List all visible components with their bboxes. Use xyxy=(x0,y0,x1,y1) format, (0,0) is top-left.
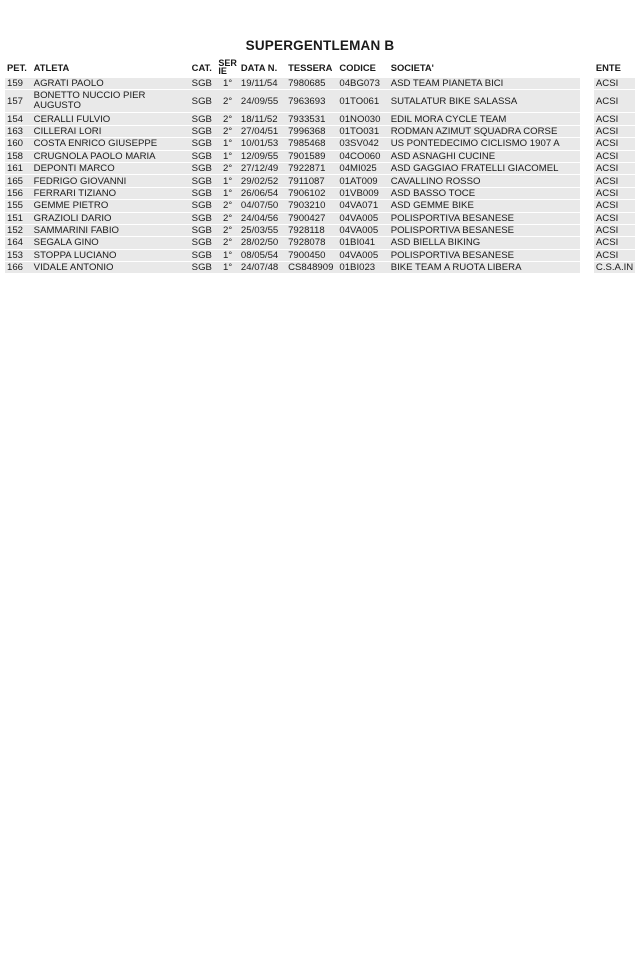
athlete-roster-table xyxy=(5,56,635,274)
cell-gap xyxy=(580,175,594,186)
cell-data: 24/04/56 xyxy=(239,213,286,224)
cell-tessera: 7980685 xyxy=(286,78,337,89)
page-title: SUPERGENTLEMAN B xyxy=(245,38,395,53)
cell-serie: 2° xyxy=(216,90,239,112)
cell-gap xyxy=(580,200,594,211)
cell-cat: SGB xyxy=(190,126,217,137)
cell-tessera: 7996368 xyxy=(286,126,337,137)
header-serie: SERIE xyxy=(216,57,239,77)
cell-serie: 2° xyxy=(216,113,239,124)
cell-atleta: CERALLI FULVIO xyxy=(32,113,190,124)
cell-ente: C.S.A.IN xyxy=(595,262,634,274)
cell-cat: SGB xyxy=(190,138,217,149)
cell-tessera: 7985468 xyxy=(286,138,337,149)
cell-tessera: 7906102 xyxy=(286,188,337,199)
cell-gap xyxy=(580,90,594,112)
cell-codice: 01BI023 xyxy=(337,262,388,273)
cell-ente: ACSI xyxy=(594,151,635,162)
header-cat: CAT. xyxy=(190,57,217,77)
cell-codice: 04MI025 xyxy=(337,163,388,174)
cell-tessera: 7911087 xyxy=(286,175,337,186)
cell-ente: ACSI xyxy=(594,126,635,137)
cell-tessera: CS848909 xyxy=(286,262,337,273)
cell-codice: 01NO030 xyxy=(337,113,388,124)
cell-serie: 1° xyxy=(216,138,239,149)
cell-ente: ACSI xyxy=(594,225,635,236)
cell-codice: 04VA005 xyxy=(337,250,388,261)
header-codice: CODICE xyxy=(337,57,388,77)
cell-codice: 04VA005 xyxy=(337,225,388,236)
cell-pet: 165 xyxy=(5,175,32,186)
cell-tessera: 7928078 xyxy=(286,237,337,248)
cell-pet: 157 xyxy=(5,90,32,112)
cell-ente: ACSI xyxy=(594,237,635,248)
cell-serie: 2° xyxy=(216,225,239,236)
cell-data: 27/12/49 xyxy=(239,163,286,174)
table-header-row xyxy=(5,57,635,77)
cell-data: 26/06/54 xyxy=(239,188,286,199)
cell-data: 10/01/53 xyxy=(239,138,286,149)
header-ente: ENTE xyxy=(594,57,635,77)
cell-pet: 151 xyxy=(5,213,32,224)
cell-cat: SGB xyxy=(190,250,217,261)
cell-atleta: GEMME PIETRO xyxy=(32,200,190,211)
cell-societa: ASD ASNAGHI CUCINE xyxy=(389,151,580,162)
cell-atleta: VIDALE ANTONIO xyxy=(32,262,190,273)
cell-ente: ACSI xyxy=(594,213,635,224)
table-row xyxy=(5,250,635,261)
cell-pet: 164 xyxy=(5,237,32,248)
cell-tessera: 7922871 xyxy=(286,163,337,174)
cell-codice: 03SV042 xyxy=(337,138,388,149)
table-row xyxy=(5,175,635,186)
cell-atleta: STOPPA LUCIANO xyxy=(32,250,190,261)
cell-cat: SGB xyxy=(190,151,217,162)
cell-ente: ACSI xyxy=(594,175,635,186)
cell-ente: ACSI xyxy=(594,200,635,211)
cell-societa: ASD GEMME BIKE xyxy=(389,200,580,211)
cell-pet: 158 xyxy=(5,151,32,162)
table-row xyxy=(5,90,635,112)
cell-pet: 154 xyxy=(5,113,32,124)
cell-atleta: GRAZIOLI DARIO xyxy=(32,213,190,224)
cell-pet: 163 xyxy=(5,126,32,137)
cell-codice: 01TO061 xyxy=(337,90,388,112)
header-societa: SOCIETA' xyxy=(389,57,580,77)
cell-data: 29/02/52 xyxy=(239,175,286,186)
cell-gap xyxy=(580,262,594,273)
cell-gap xyxy=(580,138,594,149)
cell-ente: ACSI xyxy=(594,138,635,149)
cell-serie: 2° xyxy=(216,200,239,211)
cell-cat: SGB xyxy=(190,113,217,124)
cell-data: 27/04/51 xyxy=(239,126,286,137)
cell-serie: 1° xyxy=(216,175,239,186)
cell-atleta: SEGALA GINO xyxy=(32,237,190,248)
cell-data: 19/11/54 xyxy=(239,78,286,89)
cell-gap xyxy=(580,78,594,89)
cell-societa: ASD GAGGIAO FRATELLI GIACOMEL xyxy=(389,163,580,174)
cell-pet: 160 xyxy=(5,138,32,149)
cell-atleta: DEPONTI MARCO xyxy=(32,163,190,174)
cell-codice: 04CO060 xyxy=(337,151,388,162)
table-row xyxy=(5,113,635,124)
cell-societa: EDIL MORA CYCLE TEAM xyxy=(389,113,580,124)
table-row xyxy=(5,213,635,224)
cell-tessera: 7963693 xyxy=(286,90,337,112)
cell-gap xyxy=(580,213,594,224)
cell-cat: SGB xyxy=(190,225,217,236)
cell-data: 04/07/50 xyxy=(239,200,286,211)
cell-ente: ACSI xyxy=(594,113,635,124)
table-row xyxy=(5,151,635,162)
cell-data: 24/09/55 xyxy=(239,90,286,112)
cell-gap xyxy=(580,151,594,162)
cell-codice: 01TO031 xyxy=(337,126,388,137)
cell-serie: 1° xyxy=(216,78,239,89)
cell-societa: ASD TEAM PIANETA BICI xyxy=(389,78,580,89)
table-row xyxy=(5,188,635,199)
cell-tessera: 7928118 xyxy=(286,225,337,236)
cell-atleta: CRUGNOLA PAOLO MARIA xyxy=(32,151,190,162)
cell-societa: RODMAN AZIMUT SQUADRA CORSE xyxy=(389,126,580,137)
header-tessera: TESSERA xyxy=(286,57,337,77)
cell-pet: 153 xyxy=(5,250,32,261)
cell-atleta: COSTA ENRICO GIUSEPPE xyxy=(32,138,190,149)
cell-pet: 161 xyxy=(5,163,32,174)
cell-societa: SUTALATUR BIKE SALASSA xyxy=(389,90,580,112)
cell-cat: SGB xyxy=(190,200,217,211)
cell-codice: 04VA005 xyxy=(337,213,388,224)
cell-tessera: 7933531 xyxy=(286,113,337,124)
cell-gap xyxy=(580,188,594,199)
cell-cat: SGB xyxy=(190,90,217,112)
cell-atleta: CILLERAI LORI xyxy=(32,126,190,137)
cell-gap xyxy=(580,225,594,236)
cell-pet: 166 xyxy=(5,262,32,273)
table-row xyxy=(5,126,635,137)
cell-atleta: SAMMARINI FABIO xyxy=(32,225,190,236)
cell-tessera: 7900450 xyxy=(286,250,337,261)
cell-cat: SGB xyxy=(190,163,217,174)
cell-cat: SGB xyxy=(190,188,217,199)
cell-serie: 1° xyxy=(216,250,239,261)
cell-ente: ACSI xyxy=(594,90,635,112)
cell-codice: 01VB009 xyxy=(337,188,388,199)
cell-cat: SGB xyxy=(190,78,217,89)
cell-gap xyxy=(580,113,594,124)
cell-pet: 152 xyxy=(5,225,32,236)
cell-societa: BIKE TEAM A RUOTA LIBERA xyxy=(389,262,580,273)
cell-atleta: BONETTO NUCCIO PIER AUGUSTO xyxy=(32,90,190,112)
cell-cat: SGB xyxy=(190,175,217,186)
cell-serie: 1° xyxy=(216,262,239,273)
cell-gap xyxy=(580,250,594,261)
cell-societa: US PONTEDECIMO CICLISMO 1907 A xyxy=(389,138,580,149)
cell-tessera: 7900427 xyxy=(286,213,337,224)
table-row xyxy=(5,200,635,211)
cell-societa: POLISPORTIVA BESANESE xyxy=(389,250,580,261)
header-data: DATA N. xyxy=(239,57,286,77)
cell-societa: CAVALLINO ROSSO xyxy=(389,175,580,186)
cell-societa: ASD BASSO TOCE xyxy=(389,188,580,199)
cell-codice: 04BG073 xyxy=(337,78,388,89)
header-gap xyxy=(580,57,594,77)
cell-codice: 01BI041 xyxy=(337,237,388,248)
cell-societa: POLISPORTIVA BESANESE xyxy=(389,213,580,224)
cell-serie: 2° xyxy=(216,126,239,137)
cell-gap xyxy=(580,126,594,137)
cell-atleta: AGRATI PAOLO xyxy=(32,78,190,89)
cell-serie: 1° xyxy=(216,151,239,162)
cell-data: 12/09/55 xyxy=(239,151,286,162)
cell-pet: 156 xyxy=(5,188,32,199)
cell-ente: ACSI xyxy=(594,163,635,174)
cell-serie: 1° xyxy=(216,188,239,199)
cell-data: 24/07/48 xyxy=(239,262,286,273)
cell-serie: 2° xyxy=(216,237,239,248)
table-row xyxy=(5,138,635,149)
cell-data: 08/05/54 xyxy=(239,250,286,261)
cell-serie: 2° xyxy=(216,213,239,224)
cell-gap xyxy=(580,163,594,174)
cell-serie: 2° xyxy=(216,163,239,174)
cell-cat: SGB xyxy=(190,262,217,273)
cell-data: 25/03/55 xyxy=(239,225,286,236)
cell-tessera: 7903210 xyxy=(286,200,337,211)
cell-cat: SGB xyxy=(190,237,217,248)
cell-atleta: FEDRIGO GIOVANNI xyxy=(32,175,190,186)
header-atleta: ATLETA xyxy=(32,57,190,77)
cell-pet: 155 xyxy=(5,200,32,211)
cell-codice: 01AT009 xyxy=(337,175,388,186)
table-row xyxy=(5,78,635,89)
header-pet: PET. xyxy=(5,57,32,77)
cell-atleta: FERRARI TIZIANO xyxy=(32,188,190,199)
cell-cat: SGB xyxy=(190,213,217,224)
cell-societa: ASD BIELLA BIKING xyxy=(389,237,580,248)
cell-tessera: 7901589 xyxy=(286,151,337,162)
cell-ente: ACSI xyxy=(594,188,635,199)
table-row xyxy=(5,262,635,273)
cell-ente: ACSI xyxy=(594,250,635,261)
cell-data: 18/11/52 xyxy=(239,113,286,124)
table-row xyxy=(5,237,635,248)
table-body xyxy=(5,78,635,273)
cell-data: 28/02/50 xyxy=(239,237,286,248)
cell-societa: POLISPORTIVA BESANESE xyxy=(389,225,580,236)
table-row xyxy=(5,163,635,174)
cell-gap xyxy=(580,237,594,248)
cell-codice: 04VA071 xyxy=(337,200,388,211)
table-row xyxy=(5,225,635,236)
cell-pet: 159 xyxy=(5,78,32,89)
cell-ente: ACSI xyxy=(594,78,635,89)
